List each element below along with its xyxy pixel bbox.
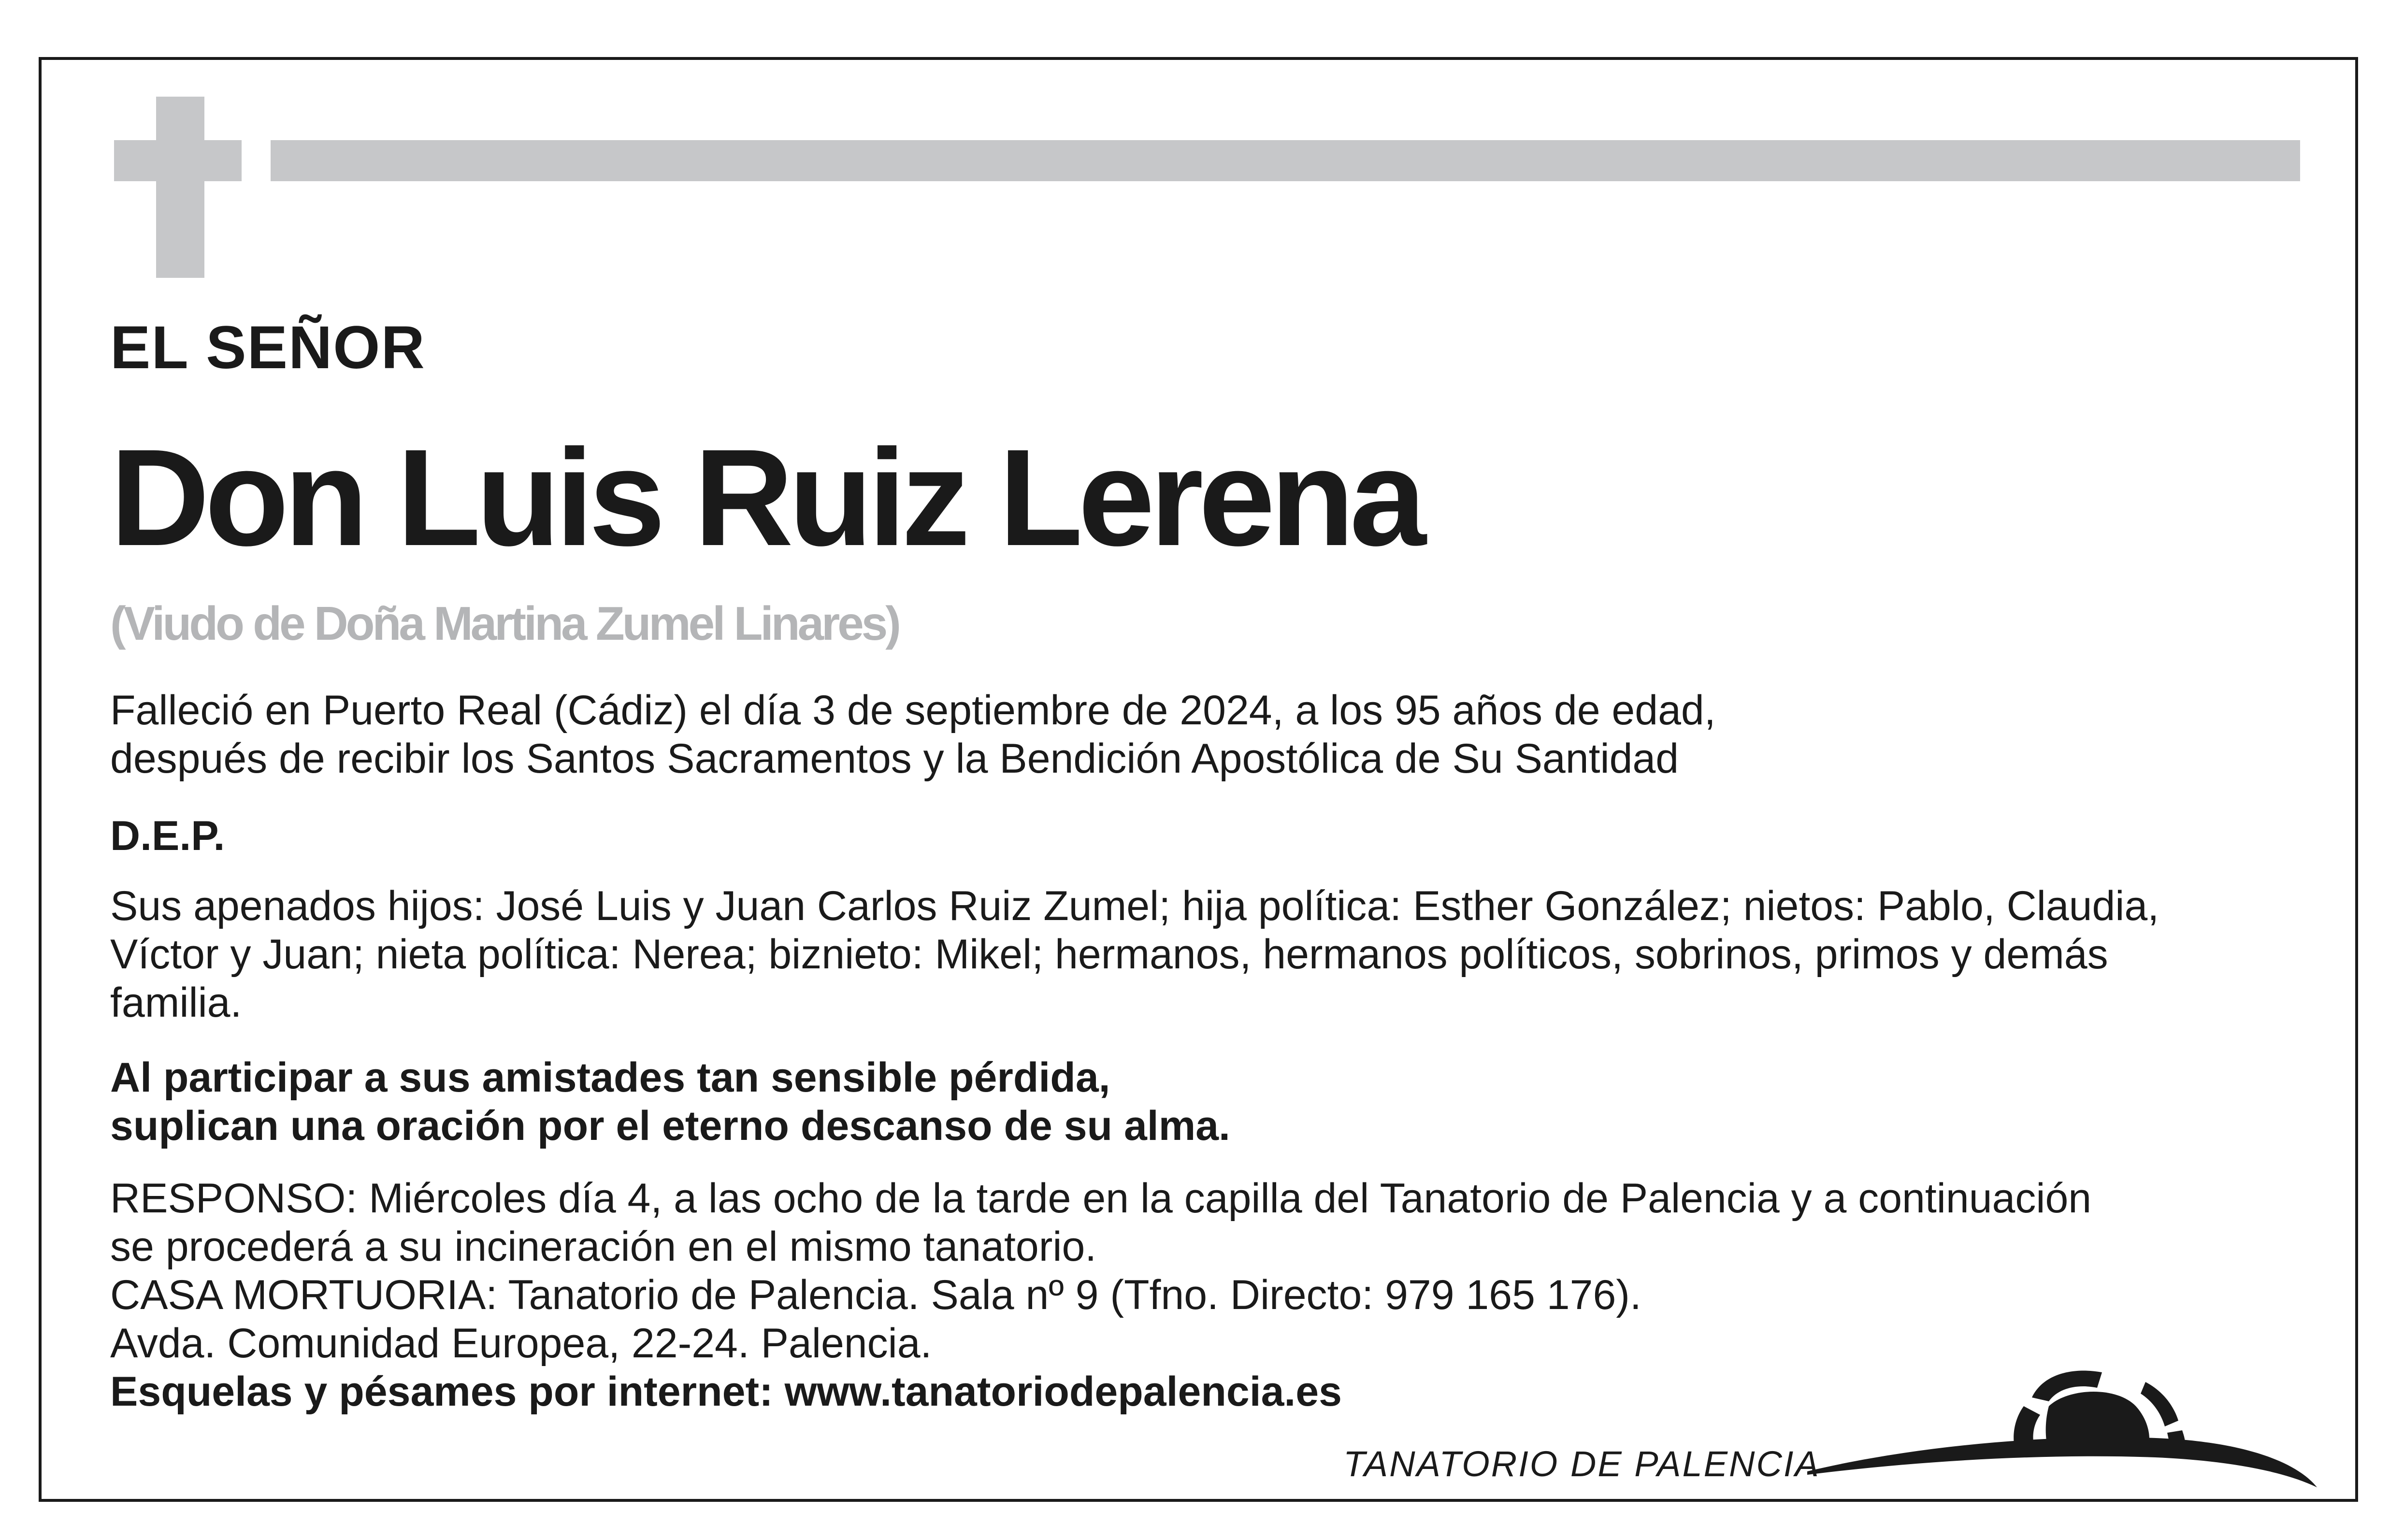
family-line: Sus apenados hijos: José Luis y Juan Carlos Ruiz Zumel; hija política: Esther González; nietos: Pablo, Claudia, bbox=[110, 883, 2159, 929]
family-line: Víctor y Juan; nieta política: Nerea; biznieto: Mikel; hermanos, hermanos políticos, sobrinos, primos y demás bbox=[110, 931, 2108, 978]
death-line: Falleció en Puerto Real (Cádiz) el día 3 de septiembre de 2024, a los 95 años de edad, bbox=[110, 687, 1716, 734]
prayer-line: Al participar a sus amistades tan sensible pérdida, bbox=[110, 1054, 1110, 1101]
deceased-name: Don Luis Ruiz Lerena bbox=[110, 421, 1422, 575]
prayer-paragraph bbox=[110, 1053, 1230, 1150]
cross-icon bbox=[156, 97, 204, 278]
title-label: EL SEÑOR bbox=[110, 314, 426, 381]
info-line: RESPONSO: Miércoles día 4, a las ocho de la tarde en la capilla del Tanatorio de Palencia y a continuación bbox=[110, 1175, 2092, 1222]
info-paragraph bbox=[110, 1174, 2091, 1416]
header-bar bbox=[271, 140, 2300, 181]
logo-text: TANATORIO DE PALENCIA bbox=[1343, 1444, 1820, 1484]
info-line: se procederá a su incineración en el mismo tanatorio. bbox=[110, 1223, 1097, 1270]
death-line: después de recibir los Santos Sacramentos y la Bendición Apostólica de Su Santidad bbox=[110, 735, 1679, 782]
info-line: CASA MORTUORIA: Tanatorio de Palencia. Sala nº 9 (Tfno. Directo: 979 165 176). bbox=[110, 1272, 1641, 1318]
widow-of-label: (Viudo de Doña Martina Zumel Linares) bbox=[110, 597, 899, 650]
family-paragraph bbox=[110, 882, 2159, 1027]
internet-line: Esquelas y pésames por internet: www.tanatoriodepalencia.es bbox=[110, 1368, 1342, 1415]
info-line: Avda. Comunidad Europea, 22-24. Palencia. bbox=[110, 1320, 932, 1367]
prayer-line: suplican una oración por el eterno descanso de su alma. bbox=[110, 1103, 1230, 1149]
dep-label: D.E.P. bbox=[110, 813, 225, 859]
family-line: familia. bbox=[110, 979, 242, 1026]
cross-icon-arm bbox=[114, 140, 242, 181]
dome-horizon-logo-icon bbox=[1807, 1334, 2319, 1493]
death-paragraph bbox=[110, 686, 1716, 783]
